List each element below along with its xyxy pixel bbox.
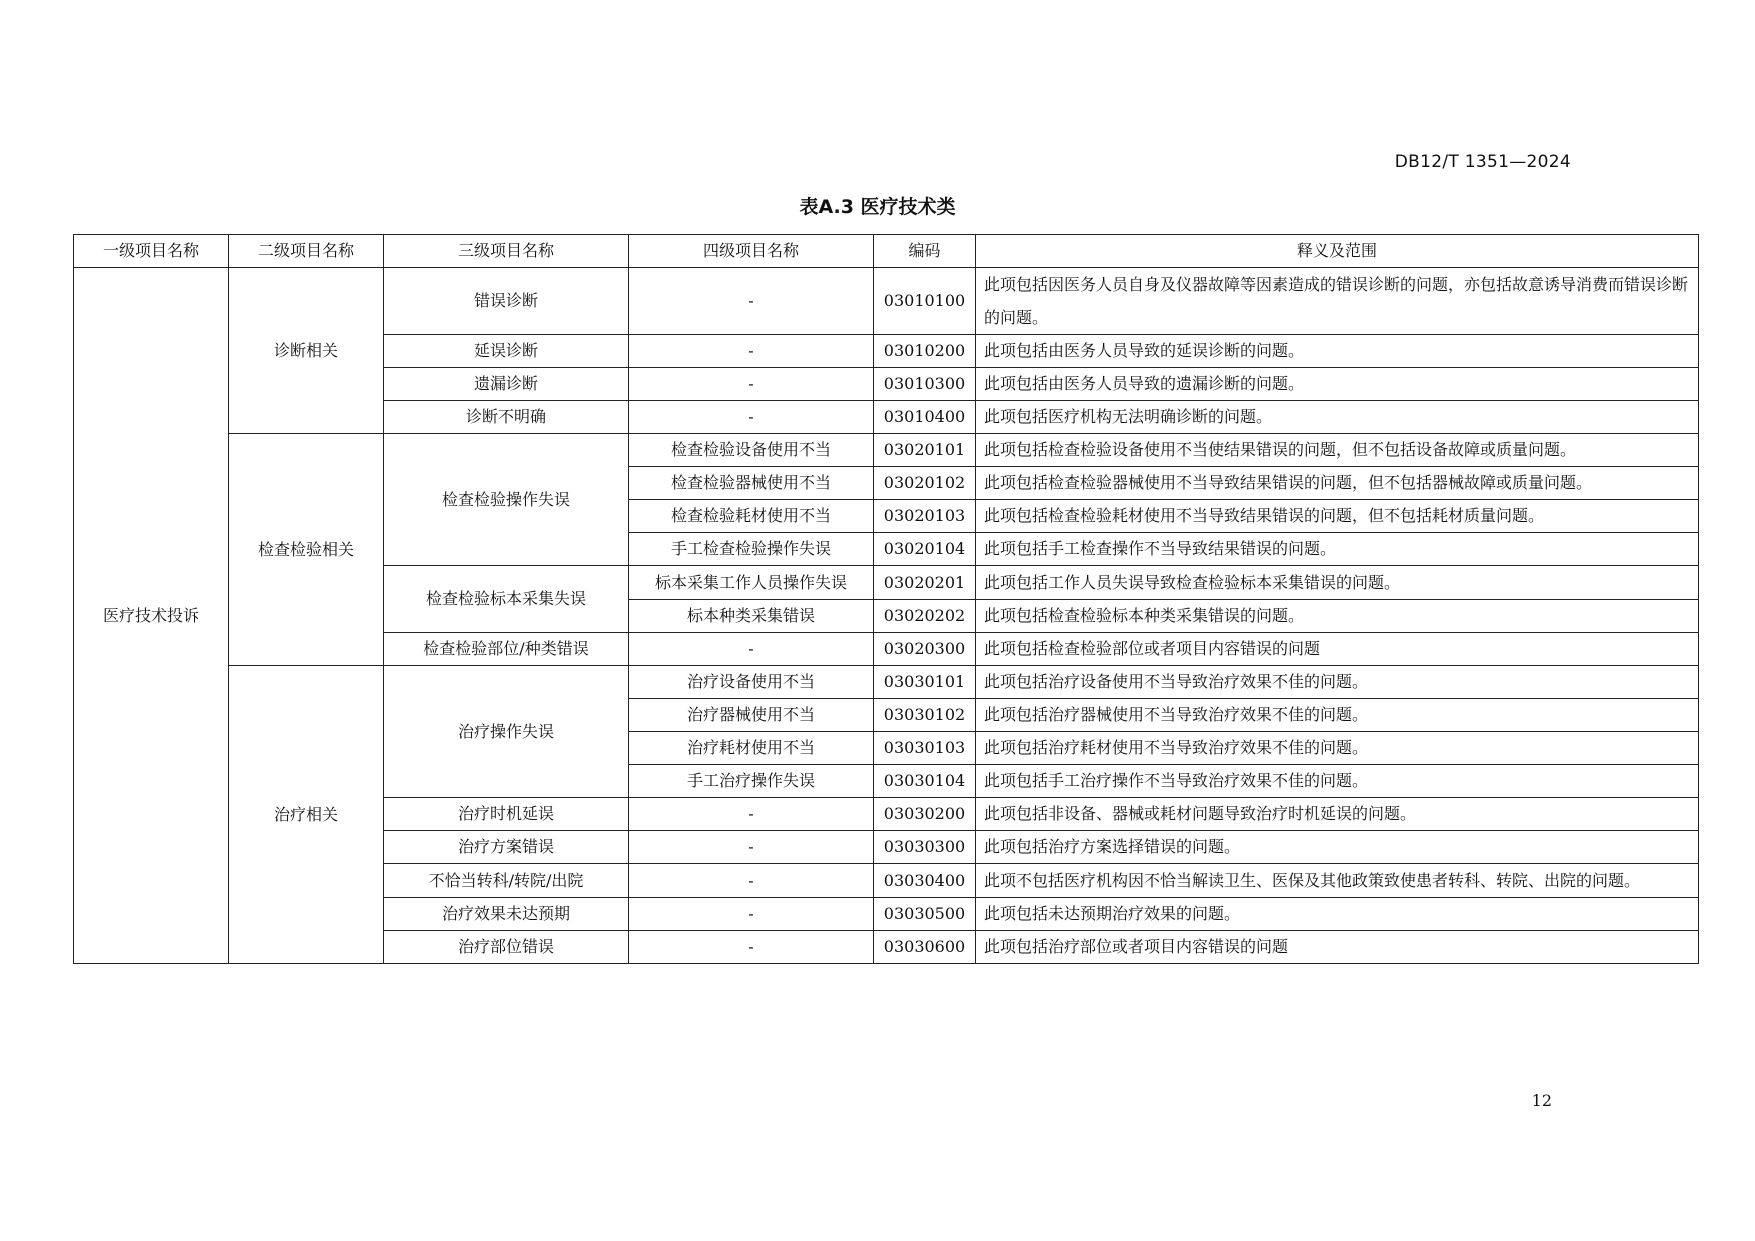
- level4-cell: 手工检查检验操作失误: [629, 533, 874, 566]
- description-cell: 此项包括因医务人员自身及仪器故障等因素造成的错误诊断的问题，亦包括故意诱导消费而错误诊断的问题。: [976, 268, 1699, 335]
- code-cell: 03010400: [874, 401, 976, 434]
- level4-cell: -: [629, 831, 874, 864]
- code-cell: 03030500: [874, 898, 976, 931]
- level3-cell: 治疗操作失误: [384, 666, 629, 798]
- column-header: 二级项目名称: [229, 235, 384, 268]
- code-cell: 03020102: [874, 467, 976, 500]
- description-cell: 此项包括检查检验设备使用不当使结果错误的问题，但不包括设备故障或质量问题。: [976, 434, 1699, 467]
- level3-cell: 检查检验部位/种类错误: [384, 633, 629, 666]
- level4-cell: 治疗设备使用不当: [629, 666, 874, 699]
- description-cell: 此项包括治疗方案选择错误的问题。: [976, 831, 1699, 864]
- description-cell: 此项包括未达预期治疗效果的问题。: [976, 898, 1699, 931]
- level4-cell: -: [629, 898, 874, 931]
- column-header: 释义及范围: [976, 235, 1699, 268]
- level3-cell: 治疗部位错误: [384, 931, 629, 964]
- level3-cell: 诊断不明确: [384, 401, 629, 434]
- level4-cell: 检查检验设备使用不当: [629, 434, 874, 467]
- code-cell: 03030101: [874, 666, 976, 699]
- description-cell: 此项包括工作人员失误导致检查检验标本采集错误的问题。: [976, 566, 1699, 600]
- level4-cell: -: [629, 931, 874, 964]
- level4-cell: 手工治疗操作失误: [629, 765, 874, 798]
- level3-cell: 检查检验操作失误: [384, 434, 629, 566]
- level4-cell: -: [629, 268, 874, 335]
- table-row: [74, 666, 1699, 699]
- description-cell: 此项包括检查检验耗材使用不当导致结果错误的问题，但不包括耗材质量问题。: [976, 500, 1699, 533]
- table-row: [74, 434, 1699, 467]
- level3-cell: 遗漏诊断: [384, 368, 629, 401]
- column-header: 三级项目名称: [384, 235, 629, 268]
- description-cell: 此项不包括医疗机构因不恰当解读卫生、医保及其他政策致使患者转科、转院、出院的问题。: [976, 864, 1699, 898]
- level2-cell: 检查检验相关: [229, 434, 384, 666]
- description-cell: 此项包括治疗耗材使用不当导致治疗效果不佳的问题。: [976, 732, 1699, 765]
- level3-cell: 治疗方案错误: [384, 831, 629, 864]
- level4-cell: 检查检验耗材使用不当: [629, 500, 874, 533]
- level4-cell: 检查检验器械使用不当: [629, 467, 874, 500]
- level4-cell: 标本种类采集错误: [629, 600, 874, 633]
- code-cell: 03030300: [874, 831, 976, 864]
- code-cell: 03020101: [874, 434, 976, 467]
- level3-cell: 治疗时机延误: [384, 798, 629, 831]
- code-cell: 03020202: [874, 600, 976, 633]
- table-row: [74, 268, 1699, 335]
- code-cell: 03010100: [874, 268, 976, 335]
- code-cell: 03030400: [874, 864, 976, 898]
- code-cell: 03010300: [874, 368, 976, 401]
- code-cell: 03030600: [874, 931, 976, 964]
- description-cell: 此项包括非设备、器械或耗材问题导致治疗时机延误的问题。: [976, 798, 1699, 831]
- level4-cell: 治疗器械使用不当: [629, 699, 874, 732]
- description-cell: 此项包括手工治疗操作不当导致治疗效果不佳的问题。: [976, 765, 1699, 798]
- code-cell: 03030104: [874, 765, 976, 798]
- table-header-row: [74, 235, 1699, 268]
- level2-cell: 治疗相关: [229, 666, 384, 964]
- level4-cell: -: [629, 401, 874, 434]
- column-header: 一级项目名称: [74, 235, 229, 268]
- description-cell: 此项包括由医务人员导致的遗漏诊断的问题。: [976, 368, 1699, 401]
- code-cell: 03030103: [874, 732, 976, 765]
- code-cell: 03030200: [874, 798, 976, 831]
- code-cell: 03020103: [874, 500, 976, 533]
- column-header: 四级项目名称: [629, 235, 874, 268]
- description-cell: 此项包括检查检验部位或者项目内容错误的问题: [976, 633, 1699, 666]
- level3-cell: 治疗效果未达预期: [384, 898, 629, 931]
- table-title: 表A.3 医疗技术类: [799, 196, 956, 218]
- level3-cell: 检查检验标本采集失误: [384, 566, 629, 633]
- description-cell: 此项包括手工检查操作不当导致结果错误的问题。: [976, 533, 1699, 566]
- description-cell: 此项包括医疗机构无法明确诊断的问题。: [976, 401, 1699, 434]
- level3-cell: 不恰当转科/转院/出院: [384, 864, 629, 898]
- description-cell: 此项包括治疗部位或者项目内容错误的问题: [976, 931, 1699, 964]
- code-cell: 03010200: [874, 335, 976, 368]
- page-number: 12: [1531, 1091, 1552, 1110]
- description-cell: 此项包括由医务人员导致的延误诊断的问题。: [976, 335, 1699, 368]
- level2-cell: 诊断相关: [229, 268, 384, 434]
- description-cell: 此项包括治疗器械使用不当导致治疗效果不佳的问题。: [976, 699, 1699, 732]
- code-cell: 03020104: [874, 533, 976, 566]
- level4-cell: -: [629, 633, 874, 666]
- level1-cell: 医疗技术投诉: [74, 268, 229, 964]
- level4-cell: 标本采集工作人员操作失误: [629, 566, 874, 600]
- code-cell: 03020201: [874, 566, 976, 600]
- level3-cell: 错误诊断: [384, 268, 629, 335]
- medical-technology-table: [73, 234, 1699, 964]
- column-header: 编码: [874, 235, 976, 268]
- level4-cell: -: [629, 864, 874, 898]
- level4-cell: -: [629, 368, 874, 401]
- level4-cell: -: [629, 335, 874, 368]
- description-cell: 此项包括检查检验标本种类采集错误的问题。: [976, 600, 1699, 633]
- level4-cell: 治疗耗材使用不当: [629, 732, 874, 765]
- description-cell: 此项包括治疗设备使用不当导致治疗效果不佳的问题。: [976, 666, 1699, 699]
- code-cell: 03030102: [874, 699, 976, 732]
- description-cell: 此项包括检查检验器械使用不当导致结果错误的问题，但不包括器械故障或质量问题。: [976, 467, 1699, 500]
- level3-cell: 延误诊断: [384, 335, 629, 368]
- level4-cell: -: [629, 798, 874, 831]
- document-code: DB12/T 1351—2024: [1394, 152, 1571, 172]
- code-cell: 03020300: [874, 633, 976, 666]
